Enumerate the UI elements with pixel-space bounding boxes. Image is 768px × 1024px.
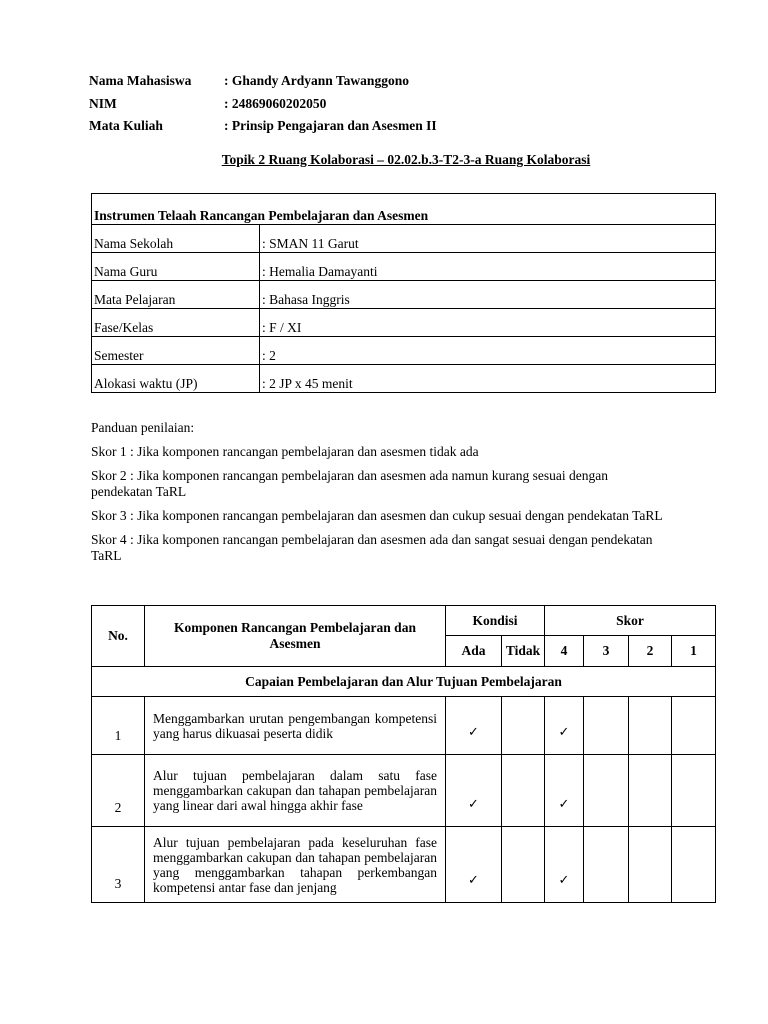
ada-check: ✓ — [446, 827, 502, 903]
instrument-row-value: : 2 JP x 45 menit — [260, 365, 716, 393]
instrument-row — [92, 225, 716, 253]
instrument-row — [92, 281, 716, 309]
guide-item: Skor 1 : Jika komponen rancangan pembelajaran dan asesmen tidak ada — [91, 444, 479, 459]
student-nim-label: NIM — [89, 95, 117, 111]
instrument-row-value: : F / XI — [260, 309, 716, 337]
guide-title: Panduan penilaian: — [91, 420, 195, 435]
col-komponen-header: Komponen Rancangan Pembelajaran dan Asesmen — [145, 606, 446, 667]
col-skor-header: Skor — [545, 606, 716, 636]
student-nim-value: : 24869060202050 — [224, 95, 327, 111]
row-component-text: Alur tujuan pembelajaran pada keseluruhan fase menggambarkan cakupan dan tahapan pembelajaran yang menggambarkan tahapan perkembangan kompetensi antar fase dan jenjang — [145, 827, 446, 903]
instrument-row — [92, 253, 716, 281]
skor-2-check — [629, 755, 672, 827]
skor-2-check — [629, 697, 672, 755]
tidak-check — [502, 697, 545, 755]
instrument-row-value: : Hemalia Damayanti — [260, 253, 716, 281]
col-skor-4-header: 4 — [545, 636, 584, 667]
col-tidak-header: Tidak — [502, 636, 545, 667]
student-name-row — [89, 73, 709, 96]
skor-4-check: ✓ — [545, 827, 584, 903]
row-number: 3 — [92, 827, 145, 903]
row-number: 1 — [92, 697, 145, 755]
tidak-check — [502, 827, 545, 903]
skor-1-check — [672, 697, 716, 755]
section-title: Capaian Pembelajaran dan Alur Tujuan Pembelajaran — [92, 667, 716, 697]
col-skor-2-header: 2 — [629, 636, 672, 667]
instrument-row-label: Fase/Kelas — [92, 309, 260, 337]
guide-item: Skor 4 : Jika komponen rancangan pembelajaran dan asesmen ada dan sangat sesuai dengan pendekatan TaRL — [91, 532, 653, 563]
table-row — [92, 755, 716, 827]
row-component-text: Menggambarkan urutan pengembangan kompetensi yang harus dikuasai peserta didik — [145, 697, 446, 755]
skor-4-check: ✓ — [545, 697, 584, 755]
skor-3-check — [584, 755, 629, 827]
score-table — [91, 605, 716, 903]
instrument-row-label: Alokasi waktu (JP) — [92, 365, 260, 393]
instrument-row — [92, 309, 716, 337]
skor-1-check — [672, 755, 716, 827]
guide-item: Skor 3 : Jika komponen rancangan pembelajaran dan asesmen dan cukup sesuai dengan pendekatan TaRL — [91, 508, 663, 523]
student-name-value: : Ghandy Ardyann Tawanggono — [224, 73, 409, 88]
row-component-text: Alur tujuan pembelajaran dalam satu fase menggambarkan cakupan dan tahapan pembelajaran yang linear dari awal hingga akhir fase — [145, 755, 446, 827]
instrument-row-value: : 2 — [260, 337, 716, 365]
ada-check: ✓ — [446, 697, 502, 755]
skor-1-check — [672, 827, 716, 903]
col-skor-1-header: 1 — [672, 636, 716, 667]
instrument-row-value: : Bahasa Inggris — [260, 281, 716, 309]
course-row — [89, 118, 709, 141]
instrument-row — [92, 365, 716, 393]
row-number: 2 — [92, 755, 145, 827]
table-row — [92, 697, 716, 755]
skor-3-check — [584, 827, 629, 903]
table-row — [92, 827, 716, 903]
student-nim-row — [89, 96, 709, 119]
skor-4-check: ✓ — [545, 755, 584, 827]
instrument-row-label: Nama Guru — [92, 253, 260, 281]
tidak-check — [502, 755, 545, 827]
guide-item: Skor 2 : Jika komponen rancangan pembelajaran dan asesmen ada namun kurang sesuai dengan pendekatan TaRL — [91, 468, 608, 499]
course-label: Mata Kuliah — [89, 118, 163, 133]
section-row — [92, 667, 716, 697]
scoring-guide — [91, 420, 666, 572]
student-name-label: Nama Mahasiswa — [89, 73, 192, 88]
instrument-row — [92, 337, 716, 365]
col-skor-3-header: 3 — [584, 636, 629, 667]
instrument-row-value: : SMAN 11 Garut — [260, 225, 716, 253]
instrument-row-label: Nama Sekolah — [92, 225, 260, 253]
ada-check: ✓ — [446, 755, 502, 827]
score-header-row — [92, 606, 716, 636]
col-ada-header: Ada — [446, 636, 502, 667]
skor-2-check — [629, 827, 672, 903]
col-kondisi-header: Kondisi — [446, 606, 545, 636]
instrument-title-row — [92, 194, 716, 225]
instrument-row-label: Semester — [92, 337, 260, 365]
col-no-header: No. — [92, 606, 145, 667]
instrument-table — [91, 193, 716, 393]
student-info — [89, 73, 709, 141]
course-value: : Prinsip Pengajaran dan Asesmen II — [224, 118, 437, 133]
skor-3-check — [584, 697, 629, 755]
topic-title: Topik 2 Ruang Kolaborasi – 02.02.b.3-T2-3-a Ruang Kolaborasi — [221, 152, 591, 167]
instrument-row-label: Mata Pelajaran — [92, 281, 260, 309]
instrument-title: Instrumen Telaah Rancangan Pembelajaran dan Asesmen — [92, 194, 716, 225]
